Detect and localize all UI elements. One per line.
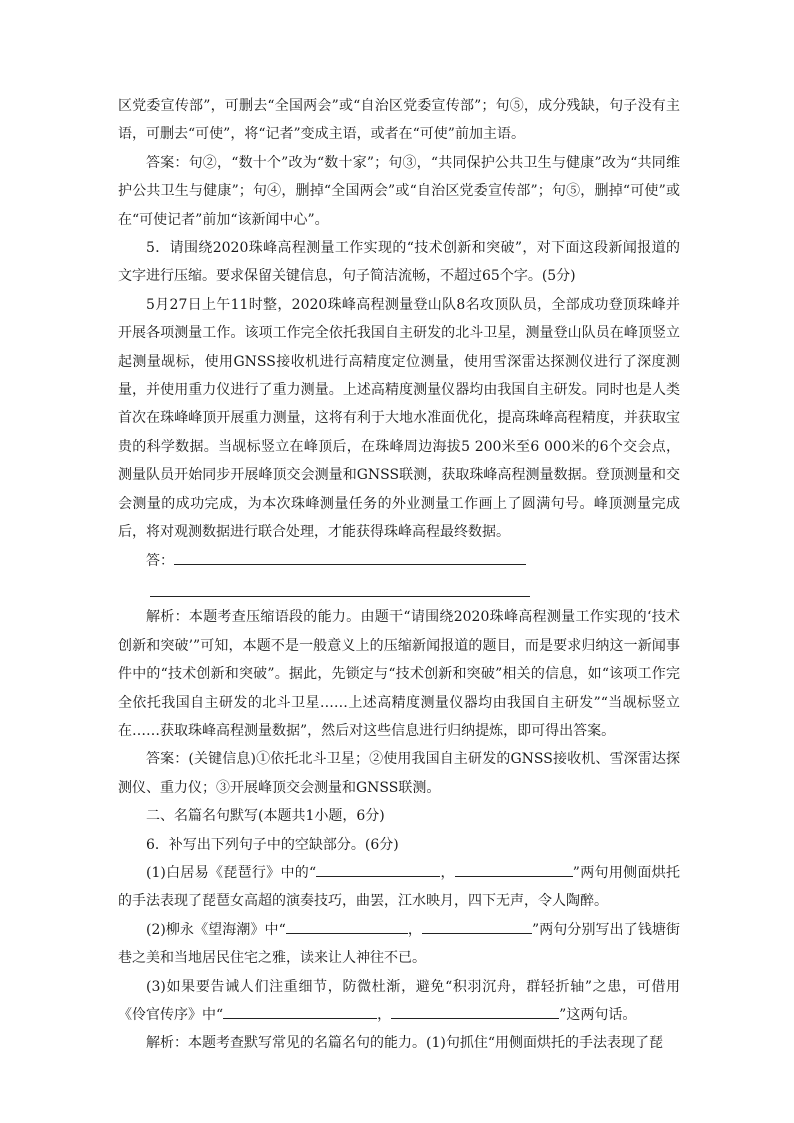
q3-prefix: (3)如果要告诫人们注重细节，防微杜渐，避免“积羽沉舟，群轻折轴”之患，可借用《伶官传序》中“ [118, 978, 680, 1023]
answer-line-1 [118, 547, 680, 575]
news-passage: 5月27日上午11时整，2020珠峰高程测量登山队8名攻顶队员，全部成功登顶珠峰并开展各项测量工作。该项工作完全依托我国自主研发的北斗卫星，测量登山队员在峰顶竖立起测量觇标，使用GNSS接收机进行高精度定位测量，使用雪深雷达探测仪进行了深度测量，并使用重力仪进行了重力测量。上述高精度测量仪器均由我国自主研发。同时也是人类首次在珠峰峰顶开展重力测量，这将有利于大地水准面优化，提高珠峰高程精度，并获取宝贵的科学数据。当觇标竖立在峰顶后，在珠峰周边海拔5 200米至6 000米的6个交会点，测量队员开始同步开展峰顶交会测量和GNSS联测，获取珠峰高程测量数据。登顶测量和交会测量的成功完成，为本次珠峰测量任务的外业测量工作画上了圆满句号。峰顶测量完成后，将对观测数据进行联合处理，才能获得珠峰高程最终数据。 [118, 296, 680, 541]
section-heading: 二、名篇名句默写(本题共1小题，6分) [146, 808, 385, 825]
fill-blank-2b[interactable] [422, 918, 532, 934]
fill-blank-3b[interactable] [391, 1003, 559, 1019]
fill-blank-1a[interactable] [316, 861, 440, 877]
answer-label: 答： [146, 552, 174, 569]
q2-prefix: (2)柳永《望海潮》中“ [146, 921, 286, 938]
fill-blank-2a[interactable] [286, 918, 408, 934]
q1-comma: ， [440, 864, 455, 881]
q3-suffix: ”这两句话。 [559, 1006, 637, 1023]
q2-comma: ， [407, 921, 422, 938]
fill-blank-1b[interactable] [455, 861, 573, 877]
analysis-q6: 解析：本题考查默写常见的名篇名句的能力。(1)句抓住“用侧面烘托的手法表现了琵 [146, 1035, 663, 1052]
answer-blank-2[interactable] [150, 581, 530, 597]
question-6-1 [118, 859, 680, 916]
page-content [118, 92, 680, 1058]
analysis-continuation: 区党委宣传部”，可删去“全国两会”或“自治区党委宣传部”；句⑤，成分残缺，句子没有主语，可删去“可使”，将“记者”变成主语，或者在“可使”前加主语。 [118, 98, 680, 143]
question-6-3 [118, 973, 680, 1030]
question-6-2 [118, 916, 680, 973]
answer-q5: 答案：(关键信息)①依托北斗卫星；②使用我国自主研发的GNSS接收机、雪深雷达探测仪、重力仪；③开展峰顶交会测量和GNSS联测。 [118, 751, 680, 796]
analysis-q5: 解析：本题考查压缩语段的能力。由题干“请围绕2020珠峰高程测量工作实现的‘技术创新和突破’”可知，本题不是一般意义上的压缩新闻报道的题目，而是要求归纳这一新闻事件中的“技术创新和突破”。据此，先锁定与“技术创新和突破”相关的信息，如“该项工作完全依托我国自主研发的北斗卫星……上述高精度测量仪器均由我国自主研发”“当觇标竖立在……获取珠峰高程测量数据”，然后对这些信息进行归纳提炼，即可得出答案。 [118, 609, 680, 739]
answer-blank-1[interactable] [174, 549, 526, 565]
q1-prefix: (1)白居易《琵琶行》中的“ [146, 864, 317, 881]
question-6: 6．补写出下列句子中的空缺部分。(6分) [146, 836, 399, 853]
answer-line-2 [118, 575, 680, 603]
answer-q4: 答案：句②，“数十个”改为“数十家”；句③，“共同保护公共卫生与健康”改为“共同维护公共卫生与健康”；句④，删掉“全国两会”或“自治区党委宣传部”；句⑤，删掉“可使”或在“可使记者”前加“该新闻中心”。 [118, 154, 680, 228]
q1-suffix: ”两句用侧面烘托的手法表现了琵琶女高超的演奏技巧，曲罢，江水映月，四下无声，令人陶醉。 [118, 864, 680, 910]
q3-comma: ， [377, 1006, 392, 1023]
question-5: 5．请围绕2020珠峰高程测量工作实现的“技术创新和突破”，对下面这段新闻报道的文字进行压缩。要求保留关键信息，句子简洁流畅，不超过65个字。(5分) [118, 240, 680, 285]
q2-suffix: ”两句分别写出了钱塘街巷之美和当地居民住宅之雅，读来让人神往不已。 [118, 921, 680, 967]
fill-blank-3a[interactable] [223, 1003, 377, 1019]
